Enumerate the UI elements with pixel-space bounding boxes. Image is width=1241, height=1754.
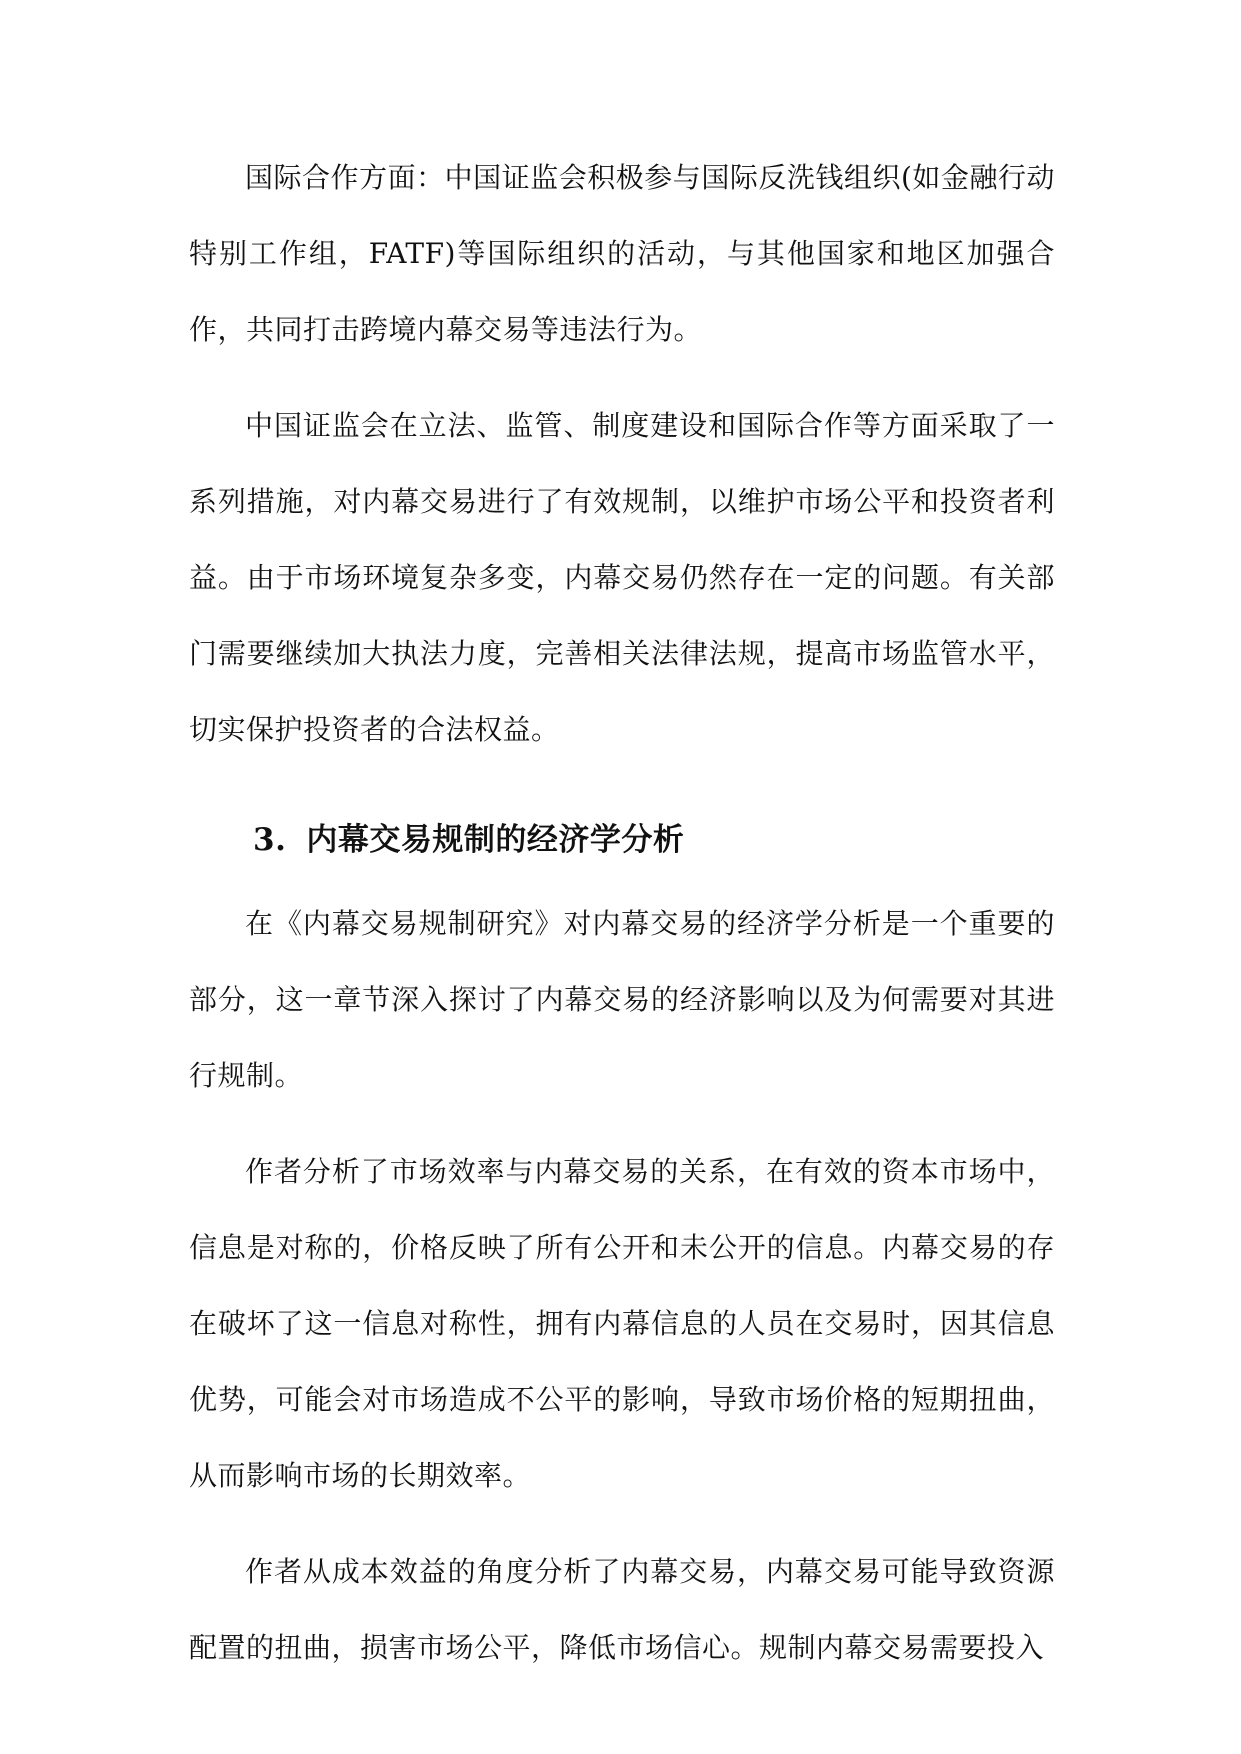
section-number: 3.: [253, 822, 287, 858]
paragraph-csrc-summary: 中国证监会在立法、监管、制度建设和国际合作等方面采取了一系列措施，对内幕交易进行了有效规制，以维护市场公平和投资者利益。由于市场环境复杂多变，内幕交易仍然存在一定的问题。有关部门需要继续加大执法力度，完善相关法律法规，提高市场监管水平，切实保护投资者的合法权益。: [189, 409, 1055, 746]
section-heading: [253, 802, 1055, 878]
page-content: [189, 140, 1055, 1706]
paragraph-cost-benefit: 作者从成本效益的角度分析了内幕交易，内幕交易可能导致资源配置的扭曲，损害市场公平，降低市场信心。规制内幕交易需要投入: [189, 1555, 1055, 1664]
section-title: 内幕交易规制的经济学分析: [306, 822, 685, 858]
paragraph-market-efficiency: 作者分析了市场效率与内幕交易的关系，在有效的资本市场中，信息是对称的，价格反映了所有公开和未公开的信息。内幕交易的存在破坏了这一信息对称性，拥有内幕信息的人员在交易时，因其信息优势，可能会对市场造成不公平的影响，导致市场价格的短期扭曲，从而影响市场的长期效率。: [189, 1155, 1055, 1492]
paragraph-economic-analysis-intro: 在《内幕交易规制研究》对内幕交易的经济学分析是一个重要的部分，这一章节深入探讨了内幕交易的经济影响以及为何需要对其进行规制。: [189, 907, 1055, 1092]
paragraph-international-cooperation: 国际合作方面：中国证监会积极参与国际反洗钱组织(如金融行动特别工作组，FATF)等国际组织的活动，与其他国家和地区加强合作，共同打击跨境内幕交易等违法行为。: [189, 161, 1055, 346]
